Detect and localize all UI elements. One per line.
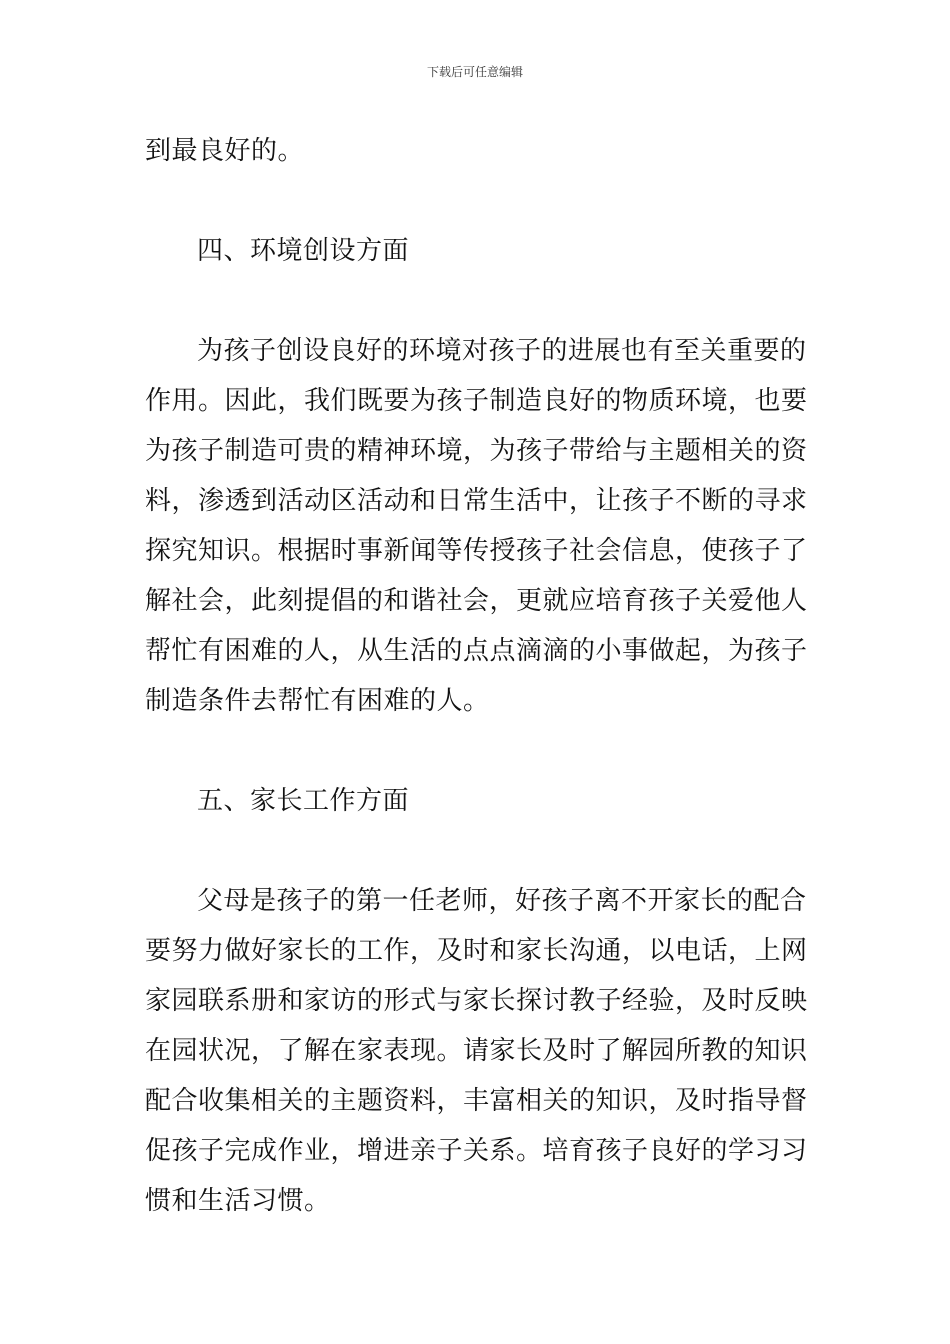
paragraph-line: 料，渗透到活动区活动和日常生活中，让孩子不断的寻求 — [145, 486, 808, 516]
paragraph-line: 要努力做好家长的工作，及时和家长沟通，以电话，上网 — [145, 936, 808, 966]
section-heading: 五、家长工作方面 — [197, 786, 410, 816]
section-4-paragraph — [145, 326, 807, 726]
paragraph-line: 解社会，此刻提倡的和谐社会，更就应培育孩子关爱他人 — [145, 586, 808, 616]
paragraph-line: 在园状况，了解在家表现。请家长及时了解园所教的知识 — [145, 1036, 808, 1066]
paragraph-line: 作用。因此，我们既要为孩子制造良好的物质环境，也要 — [145, 386, 808, 416]
paragraph-line: 帮忙有困难的人，从生活的点点滴滴的小事做起，为孩子 — [145, 636, 808, 666]
paragraph-line: 为孩子制造可贵的精神环境，为孩子带给与主题相关的资 — [145, 436, 808, 466]
paragraph-line: 父母是孩子的第一任老师，好孩子离不开家长的配合 — [197, 886, 807, 916]
section-heading: 四、环境创设方面 — [197, 236, 410, 266]
paragraph-gap — [145, 826, 807, 876]
paragraph-gap — [145, 726, 807, 776]
paragraph-line: 到最良好的。 — [145, 136, 305, 166]
paragraph-line: 为孩子创设良好的环境对孩子的进展也有至关重要的 — [197, 336, 807, 366]
paragraph-line: 惯和生活习惯。 — [145, 1186, 331, 1216]
section-5-paragraph — [145, 876, 807, 1226]
paragraph-line: 配合收集相关的主题资料，丰富相关的知识，及时指导督 — [145, 1086, 808, 1116]
document-body — [145, 126, 807, 1226]
paragraph-line: 促孩子完成作业，增进亲子关系。培育孩子良好的学习习 — [145, 1136, 808, 1166]
paragraph-line: 制造条件去帮忙有困难的人。 — [145, 686, 490, 716]
page-header: 下载后可任意编辑 — [426, 65, 523, 79]
paragraph-line: 探究知识。根据时事新闻等传授孩子社会信息，使孩子了 — [145, 536, 808, 566]
paragraph-gap — [145, 276, 807, 326]
paragraph-gap — [145, 176, 807, 226]
paragraph-line: 家园联系册和家访的形式与家长探讨教子经验，及时反映 — [145, 986, 808, 1016]
